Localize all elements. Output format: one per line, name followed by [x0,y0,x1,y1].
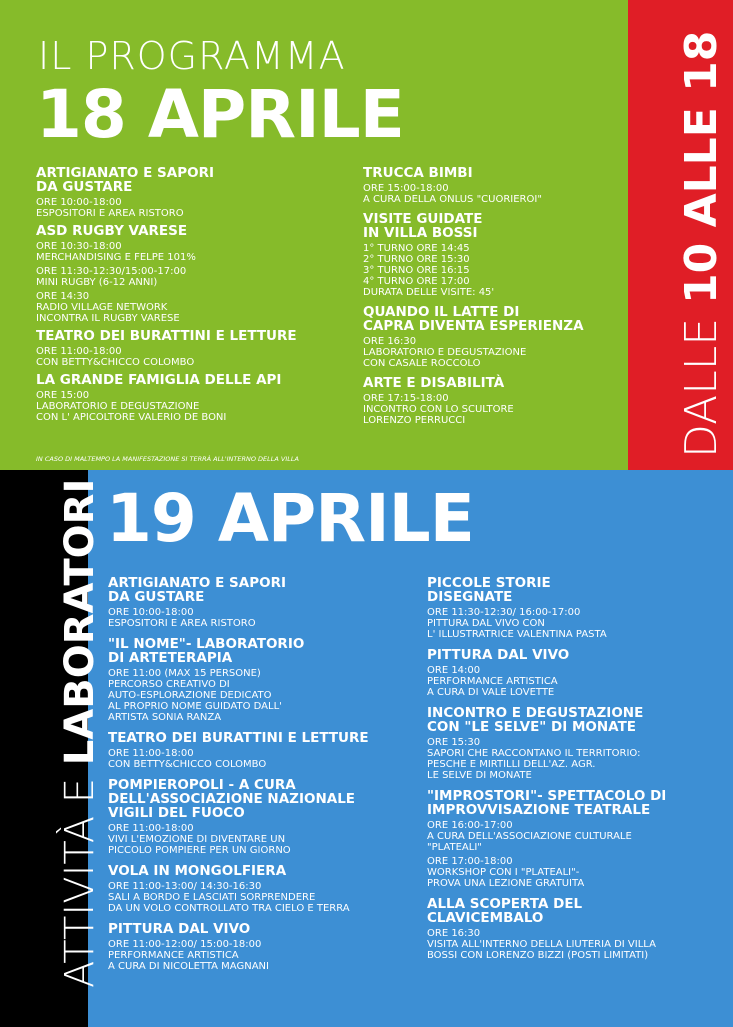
event-item [108,637,420,723]
event-item [363,305,625,369]
event-description: AUTO-ESPLORAZIONE DEDICATO [108,690,272,701]
hours-prefix: DALLE [676,317,727,458]
event-description: LABORATORIO E DEGUSTAZIONE [36,401,200,412]
event-item [363,166,625,205]
event-description: VISITA ALL'INTERNO DELLA LIUTERIA DI VILLA [427,939,656,950]
event-description: MINI RUGBY (6-12 ANNI) [36,277,158,288]
activities-label: LABORATORI [57,478,103,766]
day19-right-column [427,576,727,969]
event-time: ORE 15:00-18:00 [363,183,449,194]
event-details [363,183,625,205]
event-title: ASD RUGBY VARESE [36,223,188,239]
event-details [36,390,336,423]
event-title: DI ARTETERAPIA [108,650,233,666]
event-item [363,376,625,426]
event-time: ORE 15:30 [427,737,481,748]
event-description: A CURA DELL'ASSOCIAZIONE CULTURALE [427,831,632,842]
event-item [36,329,336,368]
hours-text [676,30,727,458]
event-time: ORE 11:00-18:00 [108,823,194,834]
event-description: A CURA DI VALE LOVETTE [427,687,555,698]
event-title: IMPROVVISAZIONE TEATRALE [427,802,651,818]
event-title: PITTURA DAL VIVO [108,921,251,937]
weather-note: IN CASO DI MALTEMPO LA MANIFESTAZIONE SI TERRÀ ALL'INTERNO DELLA VILLA [36,455,299,463]
event-item [427,706,727,781]
event-title: IN VILLA BOSSI [363,225,478,241]
event-description: ARTISTA SONIA RANZA [108,712,222,723]
event-details [108,939,420,972]
day19-left-column [108,576,420,980]
event-time: ORE 16:30 [363,336,417,347]
event-description: PERFORMANCE ARTISTICA [108,950,239,961]
event-description: RADIO VILLAGE NETWORK [36,302,168,313]
event-description: BOSSI CON LORENZO BIZZI (POSTI LIMITATI) [427,950,649,961]
event-description: PERFORMANCE ARTISTICA [427,676,558,687]
event-item [108,922,420,972]
event-title: DELL'ASSOCIAZIONE NAZIONALE [108,791,356,807]
event-time: ORE 17:15-18:00 [363,393,449,404]
event-details [108,748,420,770]
event-description: PERCORSO CREATIVO DI [108,679,230,690]
event-item [427,789,727,889]
event-description: PESCHE E MIRTILLI DELL'AZ. AGR. [427,759,596,770]
event-description: 3° TURNO ORE 16:15 [363,265,470,276]
event-item [108,864,420,914]
event-item [36,224,336,324]
event-title: POMPIEROPOLI - A CURA [108,777,296,793]
event-description: L' ILLUSTRATRICE VALENTINA PASTA [427,629,607,640]
activities-text [57,478,103,988]
event-description: "PLATEALI" [427,842,482,853]
activities-prefix: ATTIVITÀ E [57,777,103,988]
event-title: TRUCCA BIMBI [363,165,473,181]
event-description: AL PROPRIO NOME GUIDATO DALL' [108,701,282,712]
event-description: INCONTRA IL RUGBY VARESE [36,313,180,324]
event-description: INCONTRO CON LO SCULTORE [363,404,514,415]
event-description: 4° TURNO ORE 17:00 [363,276,470,287]
event-time: ORE 14:30 [36,291,90,302]
event-details [363,393,625,426]
event-description: DA UN VOLO CONTROLLATO TRA CIELO E TERRA [108,903,350,914]
event-title: INCONTRO E DEGUSTAZIONE [427,705,644,721]
event-time: ORE 11:30-12:30/ 16:00-17:00 [427,607,581,618]
event-description: SAPORI CHE RACCONTANO IL TERRITORIO: [427,748,641,759]
event-details [36,266,336,288]
event-time: ORE 14:00 [427,665,481,676]
event-details [108,881,420,914]
event-time: ORE 10:30-18:00 [36,241,122,252]
event-title: CON "LE SELVE" DI MONATE [427,719,636,735]
event-title: TEATRO DEI BURATTINI E LETTURE [108,730,369,746]
event-time: ORE 16:00-17:00 [427,820,513,831]
event-title: DA GUSTARE [36,179,133,195]
event-time: ORE 11:30-12:30/15:00-17:00 [36,266,187,277]
event-title: PICCOLE STORIE [427,575,551,591]
event-description: LE SELVE DI MONATE [427,770,532,781]
event-time: ORE 11:00-13:00/ 14:30-16:30 [108,881,262,892]
event-description: CON L' APICOLTORE VALERIO DE BONI [36,412,227,423]
event-details [363,243,625,298]
event-title: "IMPROSTORI"- SPETTACOLO DI [427,788,667,804]
event-description: A CURA DI NICOLETTA MAGNANI [108,961,269,972]
event-item [363,212,625,298]
event-details [427,820,727,853]
date-18-heading: 18 APRILE [36,76,404,153]
event-details [427,607,727,640]
event-time: ORE 10:00-18:00 [108,607,194,618]
event-time: ORE 15:00 [36,390,90,401]
event-details [427,856,727,889]
event-title: DISEGNATE [427,589,513,605]
event-details [363,336,625,369]
event-description: DURATA DELLE VISITE: 45' [363,287,495,298]
event-description: PICCOLO POMPIERE PER UN GIORNO [108,845,291,856]
event-details [36,346,336,368]
event-details [108,607,420,629]
event-title: "IL NOME"- LABORATORIO [108,636,305,652]
event-item [427,576,727,640]
event-description: CON BETTY&CHICCO COLOMBO [108,759,267,770]
event-title: DA GUSTARE [108,589,205,605]
hours-range: 10 ALLE 18 [676,30,727,304]
event-description: ESPOSITORI E AREA RISTORO [108,618,256,629]
event-item [108,576,420,629]
event-description: CON BETTY&CHICCO COLOMBO [36,357,195,368]
event-details [36,291,336,324]
event-time: ORE 11:00-18:00 [36,346,122,357]
event-description: LABORATORIO E DEGUSTAZIONE [363,347,527,358]
date-19-heading: 19 APRILE [106,480,474,557]
event-details [108,668,420,723]
event-title: VISITE GUIDATE [363,211,483,227]
event-details [427,928,727,961]
event-details [36,197,336,219]
event-details [108,823,420,856]
program-subtitle: IL PROGRAMMA [38,34,346,78]
event-title: ARTIGIANATO E SAPORI [108,575,286,591]
event-title: LA GRANDE FAMIGLIA DELLE API [36,372,282,388]
event-time: ORE 17:00-18:00 [427,856,513,867]
event-item [36,166,336,219]
event-time: ORE 10:00-18:00 [36,197,122,208]
event-item [36,373,336,423]
event-time: ORE 11:00 (MAX 15 PERSONE) [108,668,261,679]
event-title: QUANDO IL LATTE DI [363,304,520,320]
event-title: CAPRA DIVENTA ESPERIENZA [363,318,584,334]
event-item [427,648,727,698]
event-description: WORKSHOP CON I "PLATEALI"- [427,867,580,878]
event-details [36,241,336,263]
event-description: SALI A BORDO E LASCIATI SORPRENDERE [108,892,316,903]
event-title: VIGILI DEL FUOCO [108,805,245,821]
event-time: ORE 11:00-18:00 [108,748,194,759]
event-description: CON CASALE ROCCOLO [363,358,481,369]
event-description: LORENZO PERRUCCI [363,415,466,426]
event-item [427,897,727,961]
event-description: PROVA UNA LEZIONE GRATUITA [427,878,585,889]
event-title: ARTE E DISABILITÀ [363,375,505,391]
event-title: PITTURA DAL VIVO [427,647,570,663]
event-details [427,665,727,698]
event-title: TEATRO DEI BURATTINI E LETTURE [36,328,297,344]
event-title: CLAVICEMBALO [427,910,544,926]
day18-left-column [36,166,336,428]
event-title: ALLA SCOPERTA DEL [427,896,583,912]
event-item [108,731,420,770]
event-title: ARTIGIANATO E SAPORI [36,165,214,181]
event-time: ORE 11:00-12:00/ 15:00-18:00 [108,939,262,950]
event-description: MERCHANDISING E FELPE 101% [36,252,196,263]
event-time: 1° TURNO ORE 14:45 [363,243,470,254]
event-description: PITTURA DAL VIVO CON [427,618,545,629]
event-description: 2° TURNO ORE 15:30 [363,254,470,265]
event-item [108,778,420,856]
day18-right-column [363,166,625,433]
event-description: VIVI L'EMOZIONE DI DIVENTARE UN [108,834,286,845]
event-description: ESPOSITORI E AREA RISTORO [36,208,184,219]
event-title: VOLA IN MONGOLFIERA [108,863,287,879]
event-details [427,737,727,781]
event-time: ORE 16:30 [427,928,481,939]
event-description: A CURA DELLA ONLUS "CUORIEROI" [363,194,542,205]
